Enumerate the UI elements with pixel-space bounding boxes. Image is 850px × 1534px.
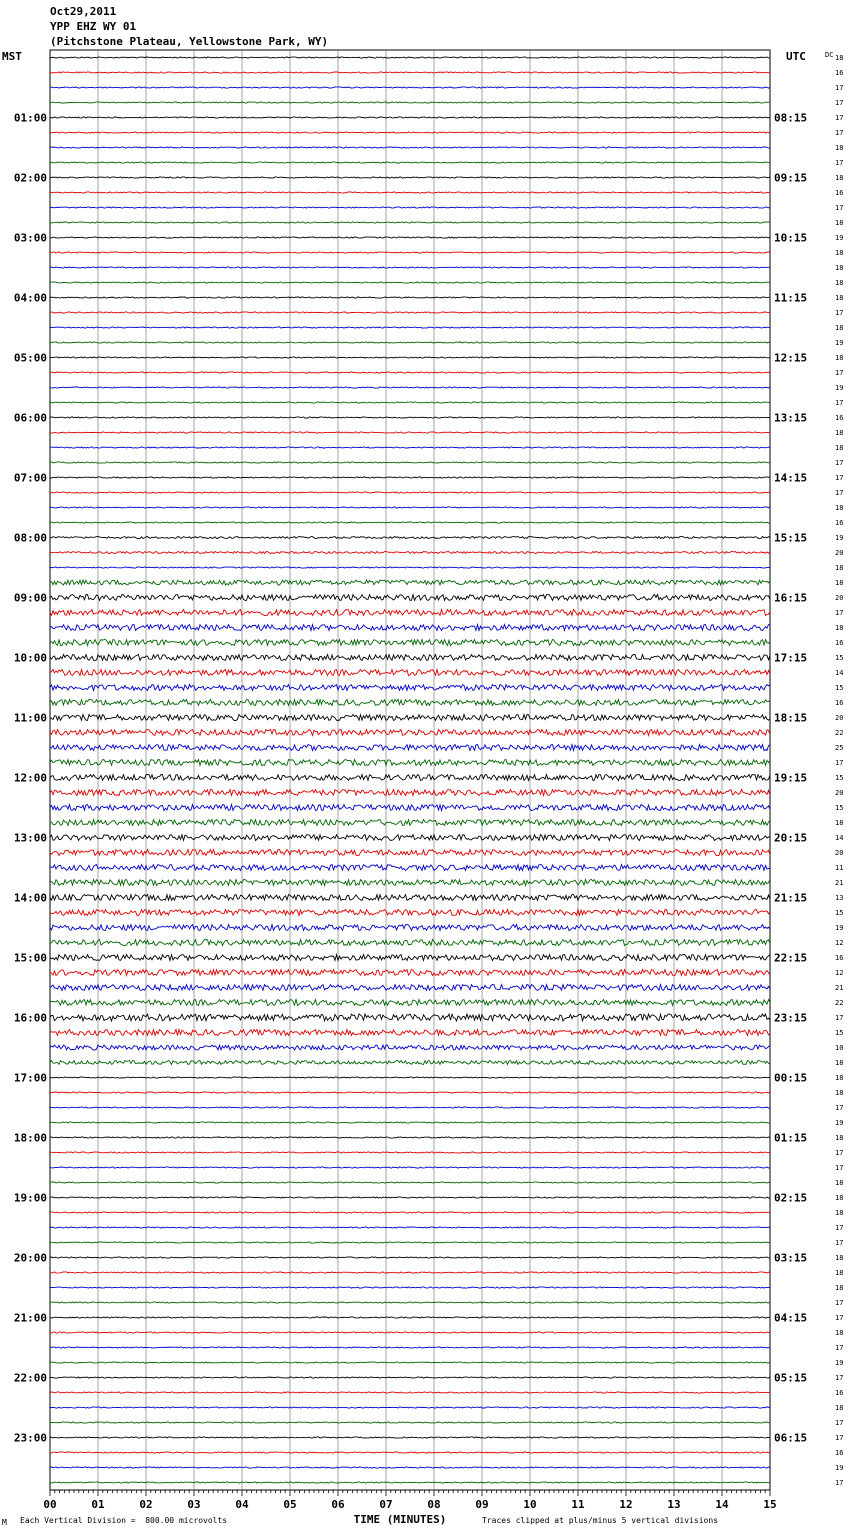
utc-hour-label: 05:15 (774, 1371, 808, 1385)
dc-value: 16 (835, 1449, 844, 1457)
seismic-trace (50, 1061, 770, 1065)
mst-hour-label: 20:00 (13, 1251, 47, 1265)
seismic-trace (50, 327, 770, 328)
seismic-trace (50, 1167, 770, 1168)
seismic-trace (50, 850, 770, 856)
utc-hour-label: 04:15 (774, 1311, 808, 1325)
seismic-trace (50, 895, 770, 901)
dc-value: 18 (835, 444, 844, 452)
dc-value: 12 (835, 969, 844, 977)
dc-value: 17 (835, 129, 844, 137)
dc-value: 25 (835, 744, 844, 752)
seismic-trace (50, 775, 770, 781)
dc-value: 19 (835, 924, 844, 932)
seismic-trace (50, 552, 770, 554)
seismic-trace (50, 102, 770, 103)
x-tick-label: 11 (571, 1498, 585, 1511)
seismic-trace (50, 387, 770, 388)
dc-value: 17 (835, 1374, 844, 1382)
seismic-trace (50, 132, 770, 133)
seismic-trace (50, 462, 770, 463)
seismic-trace (50, 685, 770, 691)
utc-hour-label: 06:15 (774, 1431, 808, 1445)
seismic-trace (50, 492, 770, 493)
dc-value: 17 (835, 399, 844, 407)
seismic-trace (50, 267, 770, 268)
mst-hour-label: 05:00 (13, 351, 47, 365)
dc-value: 19 (835, 534, 844, 542)
dc-value: 18 (835, 819, 844, 827)
seismic-trace (50, 1422, 770, 1423)
seismic-trace (50, 880, 770, 886)
mst-hour-label: 14:00 (13, 891, 47, 905)
seismic-trace (50, 417, 770, 418)
dc-value: 17 (835, 474, 844, 482)
seismic-trace (50, 1242, 770, 1243)
seismic-trace (50, 970, 770, 976)
utc-hour-label: 16:15 (774, 591, 808, 605)
dc-value: 18 (835, 1059, 844, 1067)
mst-hour-label: 10:00 (13, 651, 47, 665)
seismic-trace (50, 1182, 770, 1183)
dc-value: 18 (835, 1194, 844, 1202)
mst-hour-label: 07:00 (13, 471, 47, 485)
dc-value: 18 (835, 219, 844, 227)
dc-value: 17 (835, 1104, 844, 1112)
seismic-trace (50, 730, 770, 736)
dc-value: 16 (835, 69, 844, 77)
dc-value: 16 (835, 699, 844, 707)
seismic-trace (50, 1092, 770, 1093)
utc-hour-label: 19:15 (774, 771, 808, 785)
utc-hour-label: 17:15 (774, 651, 808, 665)
dc-value: 18 (835, 324, 844, 332)
seismic-trace (50, 1152, 770, 1153)
seismic-trace (50, 805, 770, 811)
utc-hour-label: 23:15 (774, 1011, 808, 1025)
x-tick-label: 15 (763, 1498, 777, 1511)
seismic-trace (50, 940, 770, 946)
seismic-trace (50, 580, 770, 585)
dc-value: 21 (835, 879, 844, 887)
mst-hour-label: 09:00 (13, 591, 47, 605)
x-tick-label: 05 (283, 1498, 297, 1511)
seismic-trace (50, 925, 770, 931)
seismic-trace (50, 372, 770, 373)
mst-hour-label: 12:00 (13, 771, 47, 785)
seismic-trace (50, 432, 770, 433)
dc-value: 14 (835, 669, 844, 677)
seismic-trace (50, 1317, 770, 1318)
mst-hour-label: 22:00 (13, 1371, 47, 1385)
seismic-trace (50, 1302, 770, 1303)
seismic-trace (50, 1332, 770, 1333)
dc-value: 17 (835, 204, 844, 212)
mst-hour-label: 08:00 (13, 531, 47, 545)
seismic-trace (50, 655, 770, 661)
seismic-trace (50, 1077, 770, 1078)
mst-hour-label: 21:00 (13, 1311, 47, 1325)
station-location: (Pitchstone Plateau, Yellowstone Park, WY) (50, 35, 329, 48)
dc-value: 15 (835, 909, 844, 917)
dc-value: 18 (835, 1089, 844, 1097)
seismic-trace (50, 1137, 770, 1138)
dc-value: 15 (835, 774, 844, 782)
utc-hour-label: 13:15 (774, 411, 808, 425)
seismic-trace (50, 1227, 770, 1228)
seismic-trace (50, 715, 770, 721)
utc-hour-label: 14:15 (774, 471, 808, 485)
seismic-trace (50, 1257, 770, 1258)
dc-value: 17 (835, 759, 844, 767)
utc-hour-label: 18:15 (774, 711, 808, 725)
plot-date: Oct29,2011 (50, 5, 117, 18)
seismic-trace (50, 820, 770, 826)
seismic-trace (50, 57, 770, 58)
seismic-trace (50, 207, 770, 208)
dc-value: 18 (835, 579, 844, 587)
dc-value: 15 (835, 654, 844, 662)
x-tick-label: 01 (91, 1498, 105, 1511)
mst-hour-label: 19:00 (13, 1191, 47, 1205)
seismic-trace (50, 192, 770, 193)
seismic-trace (50, 745, 770, 751)
dc-value: 16 (835, 954, 844, 962)
dc-value: 18 (835, 1329, 844, 1337)
dc-value: 17 (835, 1224, 844, 1232)
dc-value: 19 (835, 1119, 844, 1127)
utc-hour-label: 22:15 (774, 951, 808, 965)
seismic-trace (50, 507, 770, 508)
dc-value: 14 (835, 834, 844, 842)
seismic-trace (50, 1045, 770, 1050)
dc-value: 17 (835, 1434, 844, 1442)
x-tick-label: 07 (379, 1498, 393, 1511)
mst-hour-label: 18:00 (13, 1131, 47, 1145)
dc-value: 20 (835, 789, 844, 797)
dc-value: 12 (835, 939, 844, 947)
seismic-trace (50, 282, 770, 283)
utc-hour-label: 10:15 (774, 231, 808, 245)
dc-value: 20 (835, 594, 844, 602)
dc-value: 15 (835, 1029, 844, 1037)
dc-value: 18 (835, 279, 844, 287)
seismic-trace (50, 670, 770, 676)
dc-value: 18 (835, 249, 844, 257)
dc-value: 16 (835, 1389, 844, 1397)
seismic-trace (50, 222, 770, 223)
x-tick-label: 03 (187, 1498, 201, 1511)
utc-hour-label: 00:15 (774, 1071, 808, 1085)
dc-value: 20 (835, 714, 844, 722)
dc-value: 17 (835, 489, 844, 497)
dc-value: 18 (835, 1074, 844, 1082)
mst-hour-label: 03:00 (13, 231, 47, 245)
clip-note: Traces clipped at plus/minus 5 vertical divisions (482, 1516, 719, 1525)
dc-value: 18 (835, 174, 844, 182)
seismic-trace (50, 1212, 770, 1213)
dc-value: 20 (835, 849, 844, 857)
dc-value: 18 (835, 1209, 844, 1217)
dc-value: 20 (835, 549, 844, 557)
utc-hour-label: 08:15 (774, 111, 808, 125)
seismic-trace (50, 537, 770, 539)
x-tick-label: 12 (619, 1498, 633, 1511)
dc-value: 18 (835, 1254, 844, 1262)
dc-value: 10 (835, 1044, 844, 1052)
utc-hour-label: 20:15 (774, 831, 808, 845)
dc-value: 18 (835, 504, 844, 512)
utc-hour-label: 09:15 (774, 171, 808, 185)
seismic-trace (50, 117, 770, 118)
dc-value: 17 (835, 309, 844, 317)
x-tick-label: 06 (331, 1498, 345, 1511)
mst-hour-label: 16:00 (13, 1011, 47, 1025)
dc-value: 19 (835, 234, 844, 242)
seismic-trace (50, 312, 770, 313)
seismic-trace (50, 955, 770, 961)
dc-value: 18 (835, 264, 844, 272)
seismic-trace (50, 1122, 770, 1123)
left-timezone-label: MST (2, 50, 22, 63)
seismic-trace (50, 640, 770, 646)
x-tick-label: 09 (475, 1498, 489, 1511)
seismic-trace (50, 87, 770, 88)
dc-value: 17 (835, 114, 844, 122)
seismic-trace (50, 1407, 770, 1408)
utc-hour-label: 02:15 (774, 1191, 808, 1205)
seismic-trace (50, 1287, 770, 1288)
dc-value: 18 (835, 294, 844, 302)
dc-value: 15 (835, 804, 844, 812)
dc-value: 17 (835, 1164, 844, 1172)
x-tick-label: 08 (427, 1498, 441, 1511)
dc-value: 18 (835, 1404, 844, 1412)
dc-value: 15 (835, 684, 844, 692)
seismic-trace (50, 1437, 770, 1438)
dc-value: 17 (835, 1314, 844, 1322)
utc-hour-label: 03:15 (774, 1251, 808, 1265)
dc-value: 16 (835, 189, 844, 197)
x-tick-label: 13 (667, 1498, 681, 1511)
seismic-trace (50, 1272, 770, 1273)
dc-value: 18 (835, 144, 844, 152)
seismic-trace (50, 760, 770, 766)
seismic-trace (50, 700, 770, 706)
seismic-trace (50, 1197, 770, 1198)
utc-hour-label: 01:15 (774, 1131, 808, 1145)
x-tick-label: 14 (715, 1498, 729, 1511)
dc-value: 11 (835, 864, 844, 872)
seismic-trace (50, 477, 770, 478)
plot-frame (50, 50, 770, 1490)
dc-value: 17 (835, 609, 844, 617)
seismic-trace (50, 522, 770, 523)
dc-value: 16 (835, 519, 844, 527)
mst-hour-label: 04:00 (13, 291, 47, 305)
dc-value: 22 (835, 729, 844, 737)
dc-value: 21 (835, 984, 844, 992)
seismic-trace (50, 567, 770, 568)
dc-value: 16 (835, 639, 844, 647)
mst-hour-label: 01:00 (13, 111, 47, 125)
seismic-trace (50, 252, 770, 253)
seismic-trace (50, 1347, 770, 1348)
x-tick-label: 00 (43, 1498, 57, 1511)
dc-value: 17 (835, 84, 844, 92)
seismic-trace (50, 297, 770, 298)
dc-value: 17 (835, 1344, 844, 1352)
seismic-trace (50, 790, 770, 796)
footer-mark: M (2, 1518, 7, 1527)
seismic-trace (50, 1377, 770, 1378)
dc-value: 19 (835, 339, 844, 347)
seismic-trace (50, 610, 770, 616)
seismic-trace (50, 147, 770, 148)
dc-value: 19 (835, 1464, 844, 1472)
seismic-trace (50, 72, 770, 73)
dc-value: 17 (835, 1419, 844, 1427)
seismic-trace (50, 1482, 770, 1483)
dc-value: 18 (835, 1269, 844, 1277)
seismic-trace (50, 835, 770, 841)
dc-value: 17 (835, 1014, 844, 1022)
station-code: YPP EHZ WY 01 (50, 20, 137, 33)
dc-value: 17 (835, 1299, 844, 1307)
dc-value: 17 (835, 369, 844, 377)
x-axis-title: TIME (MINUTES) (353, 1513, 447, 1526)
dc-value: 17 (835, 459, 844, 467)
seismic-trace (50, 1362, 770, 1363)
mst-hour-label: 13:00 (13, 831, 47, 845)
right-timezone-label: UTC (786, 50, 806, 63)
x-tick-label: 02 (139, 1498, 153, 1511)
seismic-trace (50, 1000, 770, 1006)
dc-value: 16 (835, 414, 844, 422)
dc-label: DC (825, 51, 834, 59)
seismic-trace (50, 402, 770, 403)
mst-hour-label: 06:00 (13, 411, 47, 425)
dc-value: 17 (835, 1479, 844, 1487)
seismic-trace (50, 1452, 770, 1453)
mst-hour-label: 23:00 (13, 1431, 47, 1445)
seismic-trace (50, 595, 770, 601)
seismic-trace (50, 162, 770, 163)
seismic-trace (50, 1030, 770, 1036)
seismic-trace (50, 1014, 770, 1021)
dc-value: 18 (835, 429, 844, 437)
seismic-trace (50, 1107, 770, 1108)
mst-hour-label: 17:00 (13, 1071, 47, 1085)
x-tick-label: 10 (523, 1498, 537, 1511)
scale-note: Each Vertical Division = 800.00 microvolts (20, 1516, 228, 1525)
utc-hour-label: 12:15 (774, 351, 808, 365)
seismic-trace (50, 1392, 770, 1393)
dc-value: 18 (835, 624, 844, 632)
x-tick-label: 04 (235, 1498, 249, 1511)
seismic-trace (50, 865, 770, 871)
dc-value: 18 (835, 1134, 844, 1142)
seismic-trace (50, 357, 770, 358)
mst-hour-label: 11:00 (13, 711, 47, 725)
mst-hour-label: 15:00 (13, 951, 47, 965)
dc-value: 18 (835, 54, 844, 62)
dc-value: 18 (835, 1284, 844, 1292)
seismic-trace (50, 447, 770, 448)
dc-value: 17 (835, 99, 844, 107)
seismic-trace (50, 1467, 770, 1468)
utc-hour-label: 11:15 (774, 291, 808, 305)
dc-value: 18 (835, 1179, 844, 1187)
seismic-trace (50, 237, 770, 238)
seismic-trace (50, 985, 770, 991)
seismic-trace (50, 910, 770, 916)
dc-value: 18 (835, 354, 844, 362)
dc-value: 18 (835, 564, 844, 572)
utc-hour-label: 15:15 (774, 531, 808, 545)
seismic-trace (50, 625, 770, 631)
dc-value: 17 (835, 1149, 844, 1157)
dc-value: 17 (835, 1239, 844, 1247)
dc-value: 19 (835, 1359, 844, 1367)
seismic-trace (50, 177, 770, 178)
utc-hour-label: 21:15 (774, 891, 808, 905)
dc-value: 19 (835, 384, 844, 392)
dc-value: 13 (835, 894, 844, 902)
seismic-trace (50, 342, 770, 343)
dc-value: 17 (835, 159, 844, 167)
mst-hour-label: 02:00 (13, 171, 47, 185)
dc-value: 22 (835, 999, 844, 1007)
